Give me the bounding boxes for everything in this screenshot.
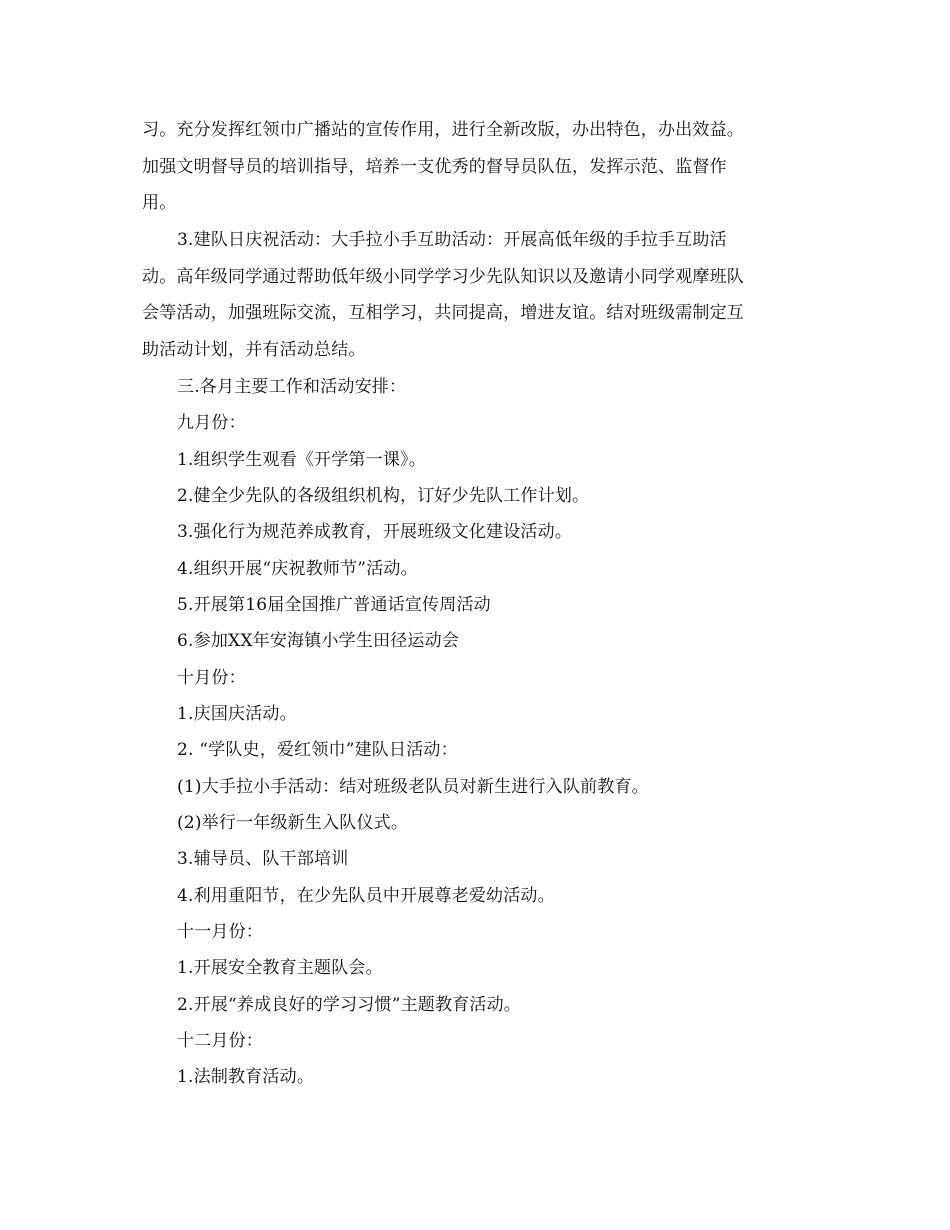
- month-title: 十二月份：: [177, 1031, 263, 1051]
- paragraph-line: 动。高年级同学通过帮助低年级小同学学习少先队知识以及邀请小同学观摩班队: [142, 267, 744, 287]
- list-item: 2.开展“养成良好的学习习惯”主题教育活动。: [177, 995, 522, 1015]
- section-heading: 三.各月主要工作和活动安排：: [177, 377, 407, 397]
- month-title: 十月份：: [177, 668, 246, 688]
- paragraph-line: 助活动计划，并有活动总结。: [142, 340, 366, 360]
- list-item: 1.庆国庆活动。: [177, 704, 297, 724]
- list-item: (2)举行一年级新生入队仪式。: [177, 813, 409, 833]
- list-item: (1)大手拉小手活动：结对班级老队员对新生进行入队前教育。: [177, 777, 649, 797]
- paragraph-line: 会等活动，加强班际交流，互相学习，共同提高，增进友谊。结对班级需制定互: [142, 303, 744, 323]
- paragraph-line: 3.建队日庆祝活动：大手拉小手互助活动：开展高低年级的手拉手互助活: [177, 230, 727, 250]
- list-item: 2. “学队史，爱红领巾”建队日活动：: [177, 740, 458, 760]
- paragraph-line: 习。充分发挥红领巾广播站的宣传作用，进行全新改版，办出特色，办出效益。: [142, 120, 744, 140]
- list-item: 4.利用重阳节，在少先队员中开展尊老爱幼活动。: [177, 886, 555, 906]
- list-item: 6.参加XX年安海镇小学生田径运动会: [177, 631, 460, 651]
- list-item: 1.法制教育活动。: [177, 1067, 315, 1087]
- month-title: 九月份：: [177, 413, 246, 433]
- list-item: 1.组织学生观看《开学第一课》。: [177, 450, 426, 470]
- list-item: 3.强化行为规范养成教育，开展班级文化建设活动。: [177, 522, 573, 542]
- list-item: 3.辅导员、队干部培训: [177, 849, 349, 869]
- list-item: 2.健全少先队的各级组织机构，订好少先队工作计划。: [177, 486, 590, 506]
- paragraph-line: 用。: [142, 193, 177, 213]
- list-item: 5.开展第16届全国推广普通话宣传周活动: [177, 595, 491, 615]
- month-title: 十一月份：: [177, 922, 263, 942]
- list-item: 4.组织开展“庆祝教师节”活动。: [177, 559, 418, 579]
- paragraph-line: 加强文明督导员的培训指导，培养一支优秀的督导员队伍，发挥示范、监督作: [142, 157, 727, 177]
- list-item: 1.开展安全教育主题队会。: [177, 958, 383, 978]
